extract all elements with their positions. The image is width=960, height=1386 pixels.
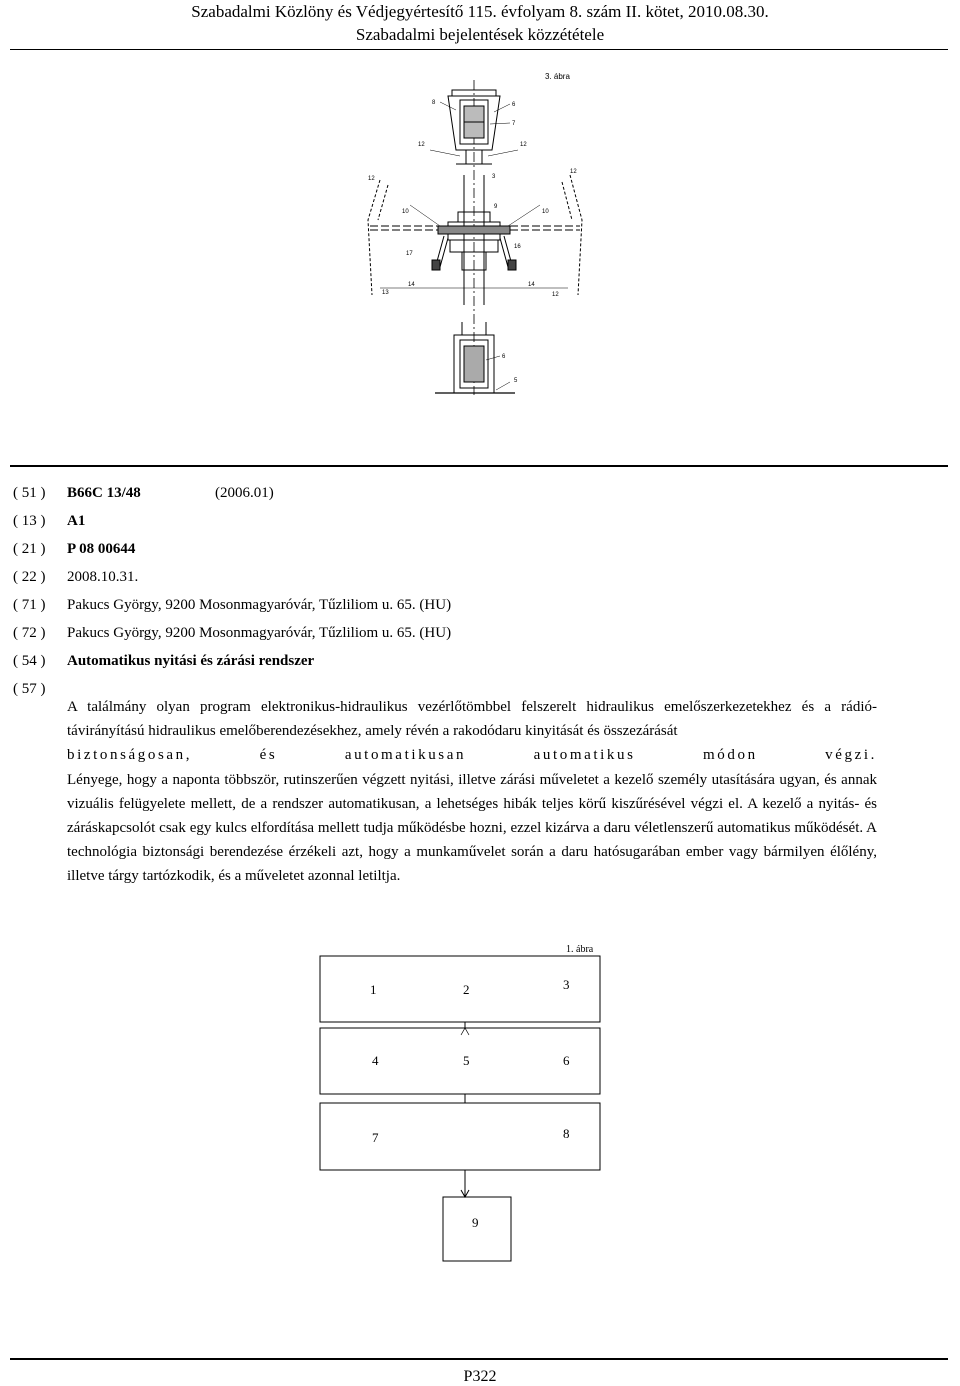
field-code: ( 51 ) bbox=[13, 485, 46, 501]
diagram-label: 1 bbox=[370, 982, 377, 997]
abstract-paragraph: Lényege, hogy a naponta többször, rutinszerűen végzett nyitási, illetve zárási műveletet a kezelő személy utasítására ugyan, és annak vizuális felügyelete mellett, de a rendszer automatikusan, a lehetséges hibák teljes körű kiszűrésével végzi el. A kezelő a nyitás- és záráskapcsolót csak egy kulcs elfordítása mellett tudja működésbe hozni, ezzel kizárva a daru véletlenszerű automatikus működését. A technológia biztonsági berendezése érzékeli azt, hogy a munkaművelet során a daru hatósugarában ember vagy bármilyen élőlény, illetve tárgy tartózkodik, és a műveletet azonnal letiltja. bbox=[67, 771, 877, 885]
field-code: ( 13 ) bbox=[13, 513, 46, 529]
svg-text:14: 14 bbox=[408, 282, 415, 288]
diagram-label: 4 bbox=[372, 1053, 379, 1068]
field-code: ( 22 ) bbox=[13, 569, 46, 585]
inventor: Pakucs György, 9200 Mosonmagyaróvár, Tűzliliom u. 65. (HU) bbox=[67, 625, 452, 641]
ipc-date: (2006.01) bbox=[215, 485, 274, 501]
field-code: ( 57 ) bbox=[13, 681, 46, 697]
field-code: ( 72 ) bbox=[13, 625, 46, 641]
diagram-box-row1 bbox=[320, 956, 600, 1022]
svg-text:6: 6 bbox=[512, 102, 516, 108]
diagram-label: 9 bbox=[472, 1215, 479, 1230]
figure-1 bbox=[310, 940, 610, 1270]
section-header: Szabadalmi bejelentések közzététele bbox=[355, 25, 605, 44]
figure-3-drawing bbox=[340, 60, 610, 400]
footer-divider bbox=[10, 1358, 948, 1360]
diagram-label: 3 bbox=[563, 977, 570, 992]
field-code: ( 71 ) bbox=[13, 597, 46, 613]
svg-text:8: 8 bbox=[432, 100, 436, 106]
svg-text:10: 10 bbox=[542, 209, 549, 215]
svg-text:12: 12 bbox=[552, 292, 559, 298]
svg-text:12: 12 bbox=[570, 169, 577, 175]
journal-header: Szabadalmi Közlöny és Védjegyértesítő 115. évfolyam 8. szám II. kötet, 2010.08.30. bbox=[191, 2, 769, 21]
svg-text:6: 6 bbox=[502, 354, 506, 360]
diagram-label: 5 bbox=[463, 1053, 470, 1068]
diagram-box-row2 bbox=[320, 1028, 600, 1094]
svg-text:12: 12 bbox=[418, 142, 425, 148]
filing-date: 2008.10.31. bbox=[67, 569, 139, 585]
svg-text:12: 12 bbox=[368, 176, 375, 182]
diagram-label: 7 bbox=[372, 1130, 379, 1145]
field-code: ( 54 ) bbox=[13, 653, 46, 669]
figure-3 bbox=[340, 60, 610, 400]
diagram-label: 6 bbox=[563, 1053, 570, 1068]
invention-title: Automatikus nyitási és zárási rendszer bbox=[67, 653, 315, 669]
applicant: Pakucs György, 9200 Mosonmagyaróvár, Tűzliliom u. 65. (HU) bbox=[67, 597, 452, 613]
figure-3-caption: 3. ábra bbox=[545, 72, 570, 81]
abstract-paragraph: A találmány olyan program elektronikus-hidraulikus vezérlőtömbbel felszerelt hidraulikus emelőszerkezetekhez és a rádió-távirányítású hidraulikus emelőberendezésekhez, amely révén a rakodódaru kinyitását és összezárását bbox=[67, 699, 877, 740]
svg-text:12: 12 bbox=[520, 142, 527, 148]
abstract-text bbox=[67, 695, 877, 889]
section-divider bbox=[10, 465, 948, 467]
diagram-label: 2 bbox=[463, 982, 470, 997]
svg-text:9: 9 bbox=[494, 204, 498, 210]
svg-text:17: 17 bbox=[406, 251, 413, 257]
diagram-box-row3 bbox=[320, 1103, 600, 1170]
svg-text:3: 3 bbox=[492, 174, 496, 180]
diagram-label: 8 bbox=[563, 1126, 570, 1141]
abstract-spread-line: biztonságosan, és automatikusan automatikus módon végzi. bbox=[67, 747, 877, 764]
svg-text:16: 16 bbox=[514, 244, 521, 250]
field-code: ( 21 ) bbox=[13, 541, 46, 557]
svg-text:14: 14 bbox=[528, 282, 535, 288]
header-divider bbox=[10, 49, 948, 50]
svg-text:13: 13 bbox=[382, 290, 389, 296]
application-number: P 08 00644 bbox=[67, 541, 136, 557]
svg-text:10: 10 bbox=[402, 209, 409, 215]
svg-text:7: 7 bbox=[512, 121, 516, 127]
document-kind: A1 bbox=[67, 513, 86, 529]
figure-1-caption: 1. ábra bbox=[566, 944, 594, 955]
page-number: P322 bbox=[463, 1368, 497, 1385]
svg-text:5: 5 bbox=[514, 378, 518, 384]
ipc-class: B66C 13/48 bbox=[67, 485, 141, 501]
